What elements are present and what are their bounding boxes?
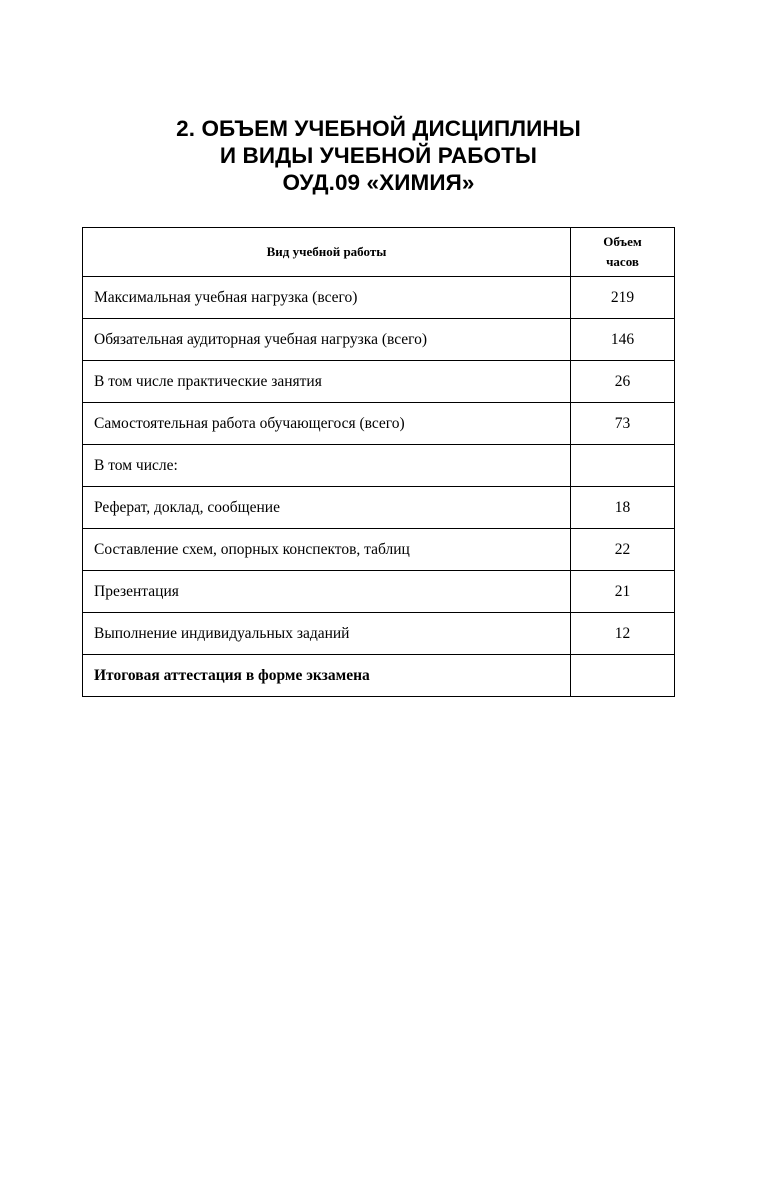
section-title-line: И ВИДЫ УЧЕБНОЙ РАБОТЫ [219, 143, 538, 168]
header-work-type: Вид учебной работы [83, 228, 571, 277]
row-label: Реферат, доклад, сообщение [83, 487, 571, 529]
table-row [83, 613, 675, 655]
row-hours: 219 [571, 277, 675, 319]
row-hours: 12 [571, 613, 675, 655]
table-row [83, 487, 675, 529]
row-hours: 26 [571, 361, 675, 403]
row-label: В том числе практические занятия [83, 361, 571, 403]
header-hours-line1: Объем [603, 234, 642, 249]
table-row [83, 403, 675, 445]
table-row [83, 571, 675, 613]
workload-table [82, 227, 675, 697]
row-label: Максимальная учебная нагрузка (всего) [83, 277, 571, 319]
table-row [83, 277, 675, 319]
row-hours [571, 445, 675, 487]
row-label: Самостоятельная работа обучающегося (всего) [83, 403, 571, 445]
table-row [83, 319, 675, 361]
row-hours: 22 [571, 529, 675, 571]
row-hours: 146 [571, 319, 675, 361]
section-title [0, 115, 757, 196]
section-title-line: 2. ОБЪЕМ УЧЕБНОЙ ДИСЦИПЛИНЫ [176, 116, 581, 141]
row-hours: 18 [571, 487, 675, 529]
row-hours [571, 655, 675, 697]
table-row [83, 445, 675, 487]
row-label: В том числе: [83, 445, 571, 487]
header-hours [571, 228, 675, 277]
table-row-final-assessment [83, 655, 675, 697]
row-label: Составление схем, опорных конспектов, таблиц [83, 529, 571, 571]
row-hours: 21 [571, 571, 675, 613]
row-hours: 73 [571, 403, 675, 445]
row-label: Итоговая аттестация в форме экзамена [83, 655, 571, 697]
section-title-line: ОУД.09 «ХИМИЯ» [282, 170, 475, 195]
header-hours-line2: часов [606, 254, 639, 269]
table-row [83, 529, 675, 571]
row-label: Презентация [83, 571, 571, 613]
table-header-row [83, 228, 675, 277]
row-label: Обязательная аудиторная учебная нагрузка (всего) [83, 319, 571, 361]
table-row [83, 361, 675, 403]
row-label: Выполнение индивидуальных заданий [83, 613, 571, 655]
